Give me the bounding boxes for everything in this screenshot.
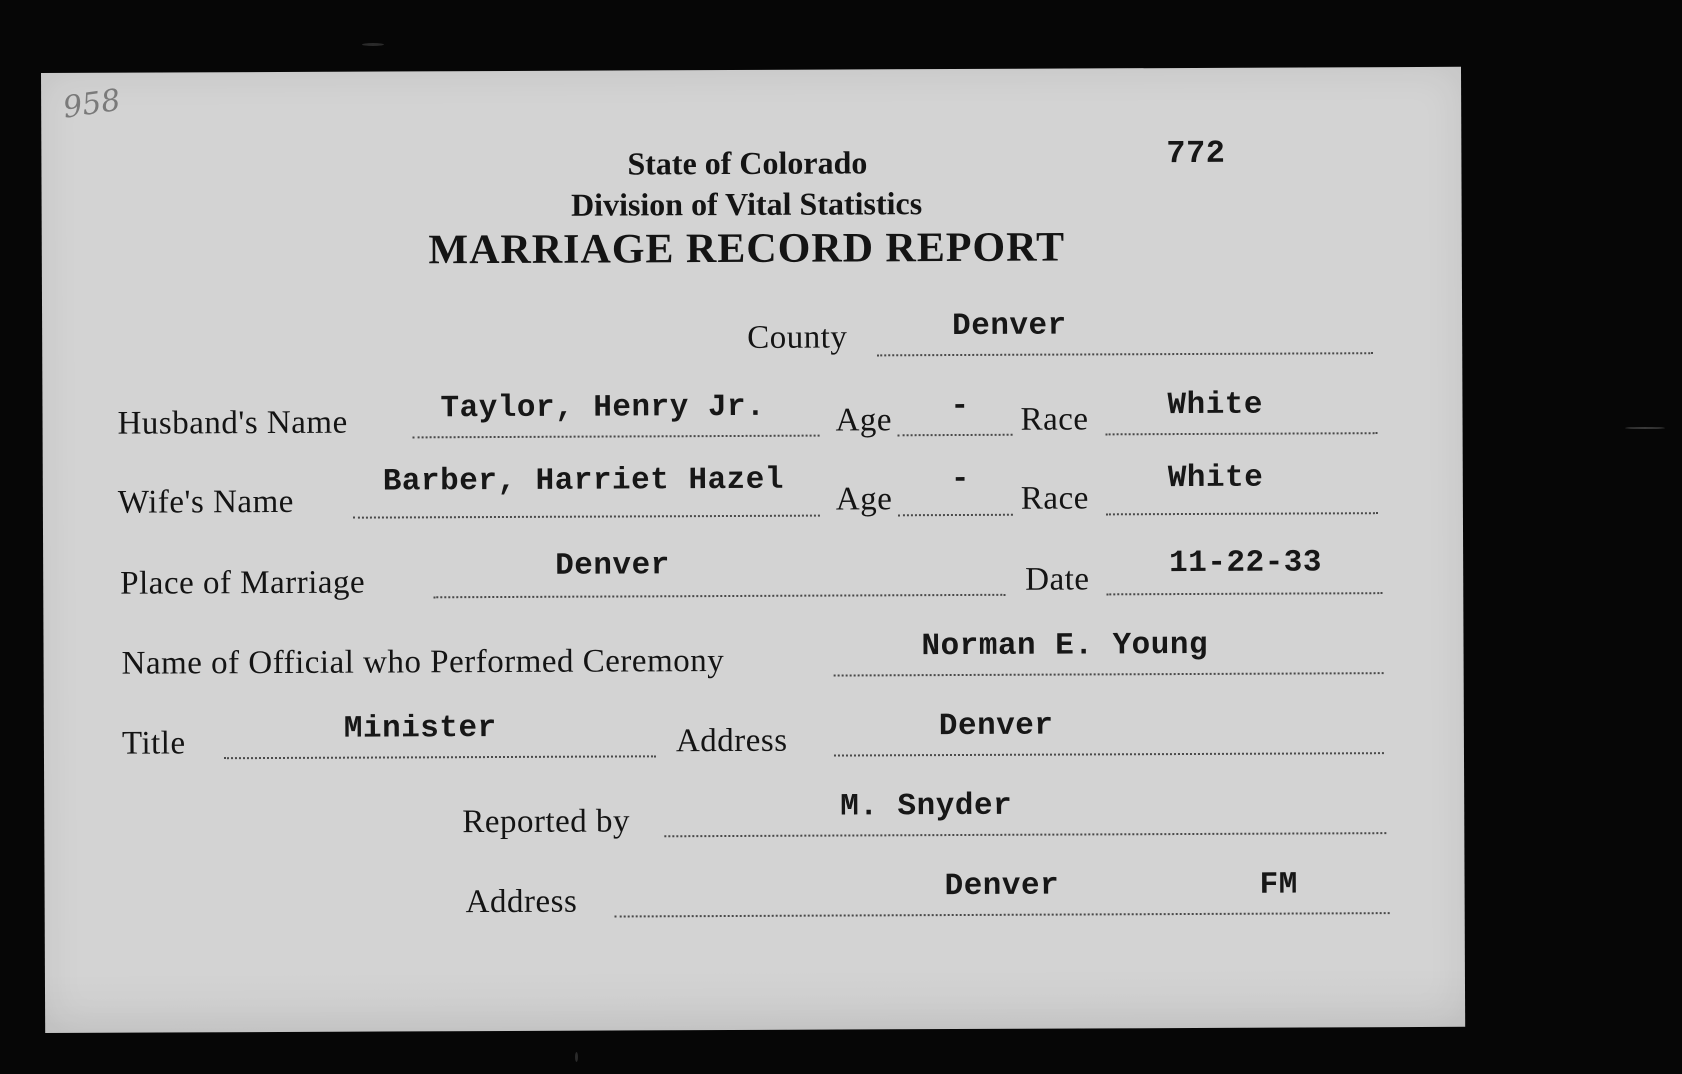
place-value: Denver xyxy=(555,548,670,584)
dust-speck xyxy=(362,43,384,46)
husband-race-label: Race xyxy=(1020,401,1089,438)
wife-age-value: - xyxy=(950,461,970,498)
reported-by-value: M. Snyder xyxy=(840,788,1013,825)
wife-age-line xyxy=(898,514,1013,517)
wife-name-value: Barber, Harriet Hazel xyxy=(382,462,785,500)
wife-race-value: White xyxy=(1167,460,1264,497)
wife-name-label: Wife's Name xyxy=(117,483,294,521)
marriage-record-card xyxy=(41,67,1465,1033)
county-value: Denver xyxy=(952,308,1067,345)
date-line xyxy=(1106,592,1382,595)
husband-age-line xyxy=(898,434,1013,437)
official-value: Norman E. Young xyxy=(921,627,1209,665)
county-line xyxy=(877,352,1373,356)
wife-race-line xyxy=(1106,512,1378,515)
dust-speck xyxy=(1625,427,1665,429)
wife-race-label: Race xyxy=(1020,480,1089,517)
date-value: 11-22-33 xyxy=(1169,545,1323,582)
wife-name-line xyxy=(353,515,820,519)
title-line xyxy=(224,755,656,759)
place-line xyxy=(433,594,1005,598)
husband-age-label: Age xyxy=(835,402,893,439)
husband-race-line xyxy=(1106,432,1378,435)
reporter-address-line xyxy=(615,912,1390,917)
header-block xyxy=(41,142,1451,185)
page-title: MARRIAGE RECORD REPORT xyxy=(428,224,1066,274)
husband-race-value: White xyxy=(1167,387,1264,424)
record-number: 772 xyxy=(1166,134,1226,173)
wife-age-label: Age xyxy=(835,481,893,518)
dust-speck xyxy=(575,1052,578,1062)
official-address-label: Address xyxy=(675,722,788,760)
reported-by-label: Reported by xyxy=(462,803,631,841)
husband-name-label: Husband's Name xyxy=(117,404,348,442)
county-label: County xyxy=(747,319,848,356)
husband-age-value: - xyxy=(950,388,970,425)
official-address-value: Denver xyxy=(938,708,1054,745)
reporter-code: FM xyxy=(1259,867,1298,903)
place-label: Place of Marriage xyxy=(120,564,366,602)
husband-name-value: Taylor, Henry Jr. xyxy=(440,389,766,427)
reporter-address-label: Address xyxy=(465,883,578,921)
pencil-note: 958 xyxy=(60,82,123,126)
state-title: State of Colorado xyxy=(627,144,868,182)
reporter-address-value: Denver xyxy=(944,868,1060,905)
date-label: Date xyxy=(1025,561,1090,598)
husband-name-line xyxy=(413,435,820,439)
reported-by-line xyxy=(664,832,1386,837)
official-address-line xyxy=(834,752,1384,756)
official-label: Name of Official who Performed Ceremony xyxy=(121,643,725,682)
title-value: Minister xyxy=(343,711,497,747)
official-line xyxy=(834,672,1384,676)
title-label: Title xyxy=(121,725,186,762)
division-title: Division of Vital Statistics xyxy=(570,185,923,223)
